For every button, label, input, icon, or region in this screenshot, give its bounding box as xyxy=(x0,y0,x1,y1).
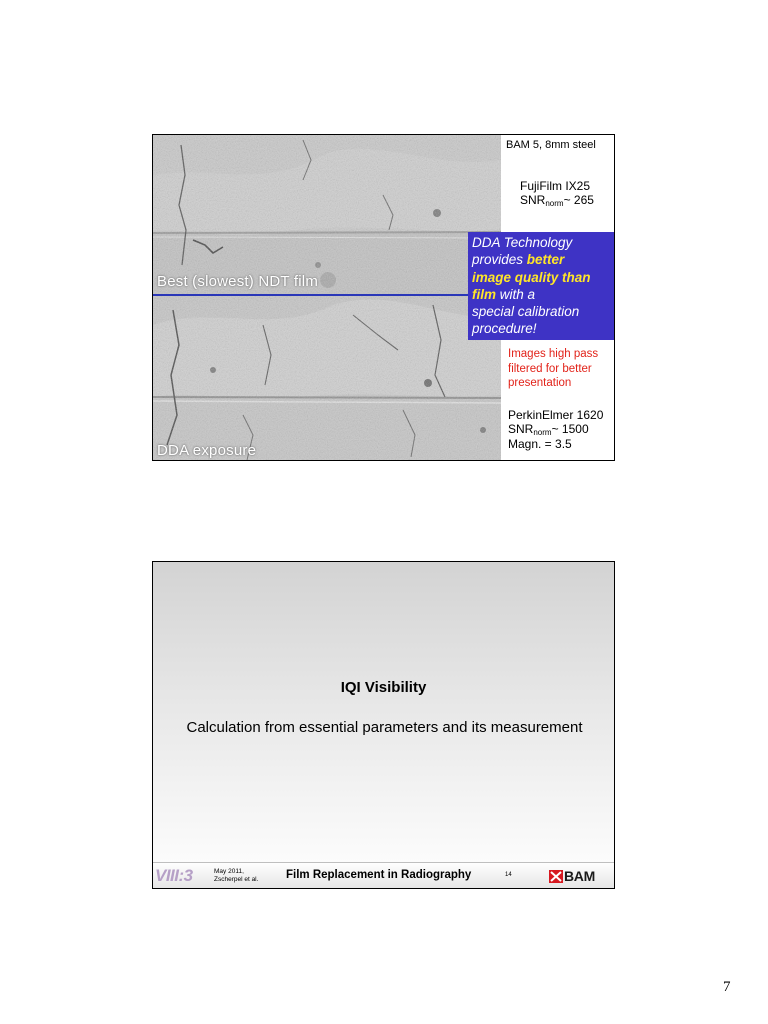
slide-thumbnail-2 xyxy=(152,561,615,889)
sample-label: BAM 5, 8mm steel xyxy=(506,139,596,151)
film-snr xyxy=(520,193,594,211)
callout-text: with a xyxy=(496,286,536,302)
detector-name: PerkinElmer 1620 xyxy=(508,408,604,422)
weld-radiograph-image xyxy=(153,135,501,461)
footer-page-number: 14 xyxy=(505,872,512,878)
filter-note-line-3: presentation xyxy=(508,377,572,390)
dda-image-label: DDA exposure xyxy=(157,442,257,459)
slide-footer xyxy=(153,862,614,888)
slide-subtitle: Calculation from essential parameters and its measurement xyxy=(186,719,583,736)
filter-note xyxy=(508,347,598,391)
dda-technology-callout xyxy=(468,232,614,340)
magnification: Magn. = 3.5 xyxy=(508,437,572,451)
filter-note-line-1: Images high pass xyxy=(508,348,599,360)
callout-highlight: film xyxy=(472,286,497,302)
image-divider-line xyxy=(153,294,471,296)
film-name: FujiFilm IX25 xyxy=(520,179,591,193)
callout-line-1: DDA Technology xyxy=(472,235,573,250)
slide-title: IQI Visibility xyxy=(340,679,427,696)
page-number: 7 xyxy=(723,979,731,995)
film-image-label: Best (slowest) NDT film xyxy=(157,273,319,290)
callout-line-2 xyxy=(472,251,614,268)
footer-date xyxy=(214,868,258,883)
callout-line-5: special calibration xyxy=(472,304,580,320)
callout-highlight: better xyxy=(526,252,565,268)
callout-text: provides xyxy=(472,252,527,268)
footer-date-line-2: Zscherpel et al. xyxy=(214,875,259,883)
callout-line-6: procedure! xyxy=(472,321,537,337)
bam-logo-text: BAM xyxy=(564,868,595,884)
detector-snr-sub: norm xyxy=(533,428,552,437)
conference-logo: VIII:3 xyxy=(155,866,193,885)
film-snr-value: ~ 265 xyxy=(563,193,594,207)
callout-line-3: image quality than xyxy=(472,269,591,285)
film-snr-prefix: SNR xyxy=(520,193,546,207)
detector-snr-prefix: SNR xyxy=(508,422,534,436)
bam-cross-icon xyxy=(549,870,563,883)
footer-title: Film Replacement in Radiography xyxy=(286,869,472,881)
footer-date-line-1: May 2011, xyxy=(214,868,244,875)
film-snr-sub: norm xyxy=(545,199,564,208)
filter-note-line-2: filtered for better xyxy=(508,362,592,375)
detector-snr-value: ~ 1500 xyxy=(551,422,589,436)
callout-line-4 xyxy=(472,286,614,303)
radiograph-texture xyxy=(153,135,501,461)
bam-logo xyxy=(549,868,595,884)
slide-thumbnail-1 xyxy=(152,134,615,461)
